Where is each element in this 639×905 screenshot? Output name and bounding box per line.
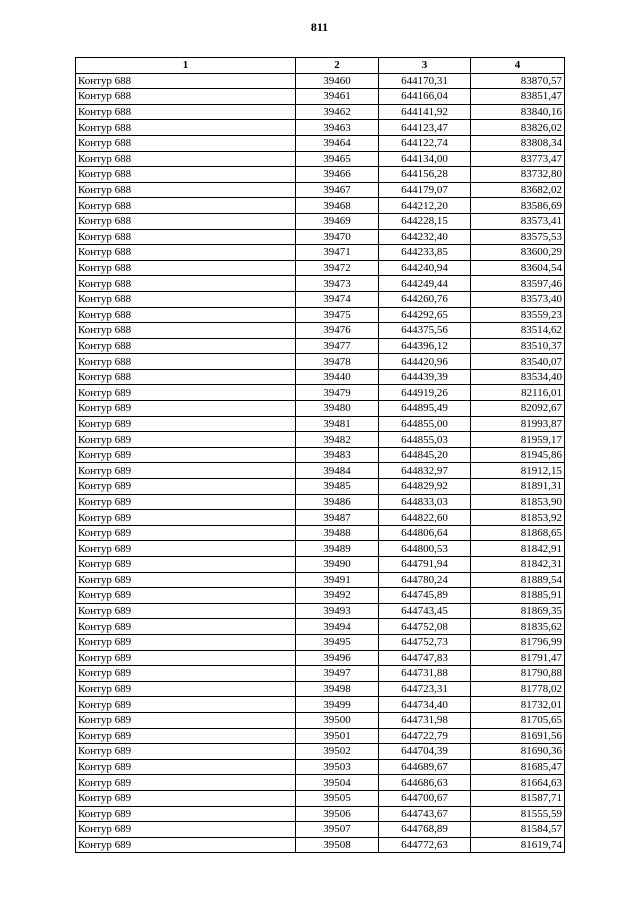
x-coordinate-cell: 644745,89 bbox=[379, 588, 471, 604]
contour-name-cell: Контур 688 bbox=[76, 182, 296, 198]
y-coordinate-cell: 83573,41 bbox=[471, 213, 565, 229]
point-number-cell: 39440 bbox=[296, 369, 379, 385]
table-row bbox=[76, 603, 565, 619]
contour-name-cell: Контур 688 bbox=[76, 89, 296, 105]
x-coordinate-cell: 644170,31 bbox=[379, 73, 471, 89]
table-row bbox=[76, 323, 565, 339]
x-coordinate-cell: 644723,31 bbox=[379, 681, 471, 697]
point-number-cell: 39503 bbox=[296, 759, 379, 775]
contour-name-cell: Контур 688 bbox=[76, 260, 296, 276]
y-coordinate-cell: 81685,47 bbox=[471, 759, 565, 775]
point-number-cell: 39496 bbox=[296, 650, 379, 666]
column-header: 1 bbox=[76, 58, 296, 74]
point-number-cell: 39500 bbox=[296, 712, 379, 728]
y-coordinate-cell: 83604,54 bbox=[471, 260, 565, 276]
point-number-cell: 39501 bbox=[296, 728, 379, 744]
table-row bbox=[76, 416, 565, 432]
contour-name-cell: Контур 689 bbox=[76, 525, 296, 541]
x-coordinate-cell: 644829,92 bbox=[379, 479, 471, 495]
point-number-cell: 39479 bbox=[296, 385, 379, 401]
contour-name-cell: Контур 689 bbox=[76, 728, 296, 744]
y-coordinate-cell: 81891,31 bbox=[471, 479, 565, 495]
table-row bbox=[76, 822, 565, 838]
point-number-cell: 39502 bbox=[296, 744, 379, 760]
contour-name-cell: Контур 689 bbox=[76, 837, 296, 853]
point-number-cell: 39491 bbox=[296, 572, 379, 588]
point-number-cell: 39460 bbox=[296, 73, 379, 89]
x-coordinate-cell: 644260,76 bbox=[379, 291, 471, 307]
y-coordinate-cell: 83870,57 bbox=[471, 73, 565, 89]
x-coordinate-cell: 644845,20 bbox=[379, 447, 471, 463]
contour-name-cell: Контур 689 bbox=[76, 557, 296, 573]
contour-name-cell: Контур 688 bbox=[76, 120, 296, 136]
x-coordinate-cell: 644704,39 bbox=[379, 744, 471, 760]
x-coordinate-cell: 644895,49 bbox=[379, 401, 471, 417]
point-number-cell: 39469 bbox=[296, 213, 379, 229]
point-number-cell: 39464 bbox=[296, 135, 379, 151]
y-coordinate-cell: 81885,91 bbox=[471, 588, 565, 604]
table-row bbox=[76, 213, 565, 229]
contour-name-cell: Контур 689 bbox=[76, 541, 296, 557]
x-coordinate-cell: 644292,65 bbox=[379, 307, 471, 323]
contour-name-cell: Контур 688 bbox=[76, 323, 296, 339]
table-body bbox=[76, 73, 565, 853]
x-coordinate-cell: 644122,74 bbox=[379, 135, 471, 151]
point-number-cell: 39474 bbox=[296, 291, 379, 307]
y-coordinate-cell: 81912,15 bbox=[471, 463, 565, 479]
x-coordinate-cell: 644439,39 bbox=[379, 369, 471, 385]
table-row bbox=[76, 712, 565, 728]
point-number-cell: 39470 bbox=[296, 229, 379, 245]
table-row bbox=[76, 354, 565, 370]
contour-name-cell: Контур 689 bbox=[76, 479, 296, 495]
contour-name-cell: Контур 689 bbox=[76, 432, 296, 448]
table-row bbox=[76, 260, 565, 276]
contour-name-cell: Контур 689 bbox=[76, 806, 296, 822]
contour-name-cell: Контур 688 bbox=[76, 354, 296, 370]
page-number: 811 bbox=[310, 20, 329, 34]
y-coordinate-cell: 82092,67 bbox=[471, 401, 565, 417]
contour-name-cell: Контур 689 bbox=[76, 822, 296, 838]
point-number-cell: 39483 bbox=[296, 447, 379, 463]
table-row bbox=[76, 650, 565, 666]
x-coordinate-cell: 644743,67 bbox=[379, 806, 471, 822]
y-coordinate-cell: 81691,56 bbox=[471, 728, 565, 744]
y-coordinate-cell: 81796,99 bbox=[471, 634, 565, 650]
x-coordinate-cell: 644420,96 bbox=[379, 354, 471, 370]
table-row bbox=[76, 541, 565, 557]
contour-name-cell: Контур 689 bbox=[76, 666, 296, 682]
x-coordinate-cell: 644700,67 bbox=[379, 790, 471, 806]
column-header: 3 bbox=[379, 58, 471, 74]
point-number-cell: 39498 bbox=[296, 681, 379, 697]
contour-name-cell: Контур 688 bbox=[76, 213, 296, 229]
x-coordinate-cell: 644134,00 bbox=[379, 151, 471, 167]
point-number-cell: 39482 bbox=[296, 432, 379, 448]
y-coordinate-cell: 83732,80 bbox=[471, 167, 565, 183]
contour-name-cell: Контур 689 bbox=[76, 775, 296, 791]
x-coordinate-cell: 644689,67 bbox=[379, 759, 471, 775]
x-coordinate-cell: 644731,98 bbox=[379, 712, 471, 728]
y-coordinate-cell: 81790,88 bbox=[471, 666, 565, 682]
contour-name-cell: Контур 689 bbox=[76, 494, 296, 510]
point-number-cell: 39506 bbox=[296, 806, 379, 822]
x-coordinate-cell: 644833,03 bbox=[379, 494, 471, 510]
point-number-cell: 39468 bbox=[296, 198, 379, 214]
y-coordinate-cell: 83826,02 bbox=[471, 120, 565, 136]
y-coordinate-cell: 81889,54 bbox=[471, 572, 565, 588]
x-coordinate-cell: 644855,03 bbox=[379, 432, 471, 448]
y-coordinate-cell: 83773,47 bbox=[471, 151, 565, 167]
y-coordinate-cell: 81664,63 bbox=[471, 775, 565, 791]
table-row bbox=[76, 510, 565, 526]
table-row bbox=[76, 697, 565, 713]
contour-name-cell: Контур 689 bbox=[76, 447, 296, 463]
x-coordinate-cell: 644832,97 bbox=[379, 463, 471, 479]
y-coordinate-cell: 83575,53 bbox=[471, 229, 565, 245]
contour-name-cell: Контур 688 bbox=[76, 245, 296, 261]
x-coordinate-cell: 644123,47 bbox=[379, 120, 471, 136]
contour-name-cell: Контур 688 bbox=[76, 229, 296, 245]
x-coordinate-cell: 644768,89 bbox=[379, 822, 471, 838]
point-number-cell: 39466 bbox=[296, 167, 379, 183]
table-row bbox=[76, 790, 565, 806]
y-coordinate-cell: 83540,07 bbox=[471, 354, 565, 370]
contour-name-cell: Контур 688 bbox=[76, 135, 296, 151]
y-coordinate-cell: 81690,36 bbox=[471, 744, 565, 760]
contour-name-cell: Контур 689 bbox=[76, 416, 296, 432]
contour-name-cell: Контур 689 bbox=[76, 401, 296, 417]
contour-name-cell: Контур 688 bbox=[76, 369, 296, 385]
table-row bbox=[76, 728, 565, 744]
y-coordinate-cell: 81853,90 bbox=[471, 494, 565, 510]
contour-name-cell: Контур 688 bbox=[76, 291, 296, 307]
contour-name-cell: Контур 688 bbox=[76, 307, 296, 323]
point-number-cell: 39461 bbox=[296, 89, 379, 105]
point-number-cell: 39484 bbox=[296, 463, 379, 479]
x-coordinate-cell: 644822,60 bbox=[379, 510, 471, 526]
y-coordinate-cell: 81705,65 bbox=[471, 712, 565, 728]
point-number-cell: 39497 bbox=[296, 666, 379, 682]
point-number-cell: 39476 bbox=[296, 323, 379, 339]
point-number-cell: 39463 bbox=[296, 120, 379, 136]
contour-name-cell: Контур 689 bbox=[76, 650, 296, 666]
x-coordinate-cell: 644141,92 bbox=[379, 104, 471, 120]
column-header: 4 bbox=[471, 58, 565, 74]
y-coordinate-cell: 81959,17 bbox=[471, 432, 565, 448]
y-coordinate-cell: 81842,91 bbox=[471, 541, 565, 557]
x-coordinate-cell: 644240,94 bbox=[379, 260, 471, 276]
point-number-cell: 39478 bbox=[296, 354, 379, 370]
point-number-cell: 39490 bbox=[296, 557, 379, 573]
contour-name-cell: Контур 689 bbox=[76, 634, 296, 650]
table-row bbox=[76, 182, 565, 198]
y-coordinate-cell: 81993,87 bbox=[471, 416, 565, 432]
table-row bbox=[76, 167, 565, 183]
y-coordinate-cell: 81732,01 bbox=[471, 697, 565, 713]
point-number-cell: 39471 bbox=[296, 245, 379, 261]
x-coordinate-cell: 644800,53 bbox=[379, 541, 471, 557]
table-row bbox=[76, 291, 565, 307]
contour-name-cell: Контур 689 bbox=[76, 463, 296, 479]
coordinates-table bbox=[75, 57, 565, 853]
table-row bbox=[76, 463, 565, 479]
x-coordinate-cell: 644731,88 bbox=[379, 666, 471, 682]
table-row bbox=[76, 120, 565, 136]
x-coordinate-cell: 644743,45 bbox=[379, 603, 471, 619]
point-number-cell: 39504 bbox=[296, 775, 379, 791]
x-coordinate-cell: 644179,07 bbox=[379, 182, 471, 198]
y-coordinate-cell: 81835,62 bbox=[471, 619, 565, 635]
y-coordinate-cell: 81584,57 bbox=[471, 822, 565, 838]
y-coordinate-cell: 81868,65 bbox=[471, 525, 565, 541]
contour-name-cell: Контур 688 bbox=[76, 104, 296, 120]
y-coordinate-cell: 81853,92 bbox=[471, 510, 565, 526]
x-coordinate-cell: 644396,12 bbox=[379, 338, 471, 354]
y-coordinate-cell: 81945,86 bbox=[471, 447, 565, 463]
table-row bbox=[76, 759, 565, 775]
x-coordinate-cell: 644752,73 bbox=[379, 634, 471, 650]
point-number-cell: 39481 bbox=[296, 416, 379, 432]
contour-name-cell: Контур 688 bbox=[76, 276, 296, 292]
table-row bbox=[76, 338, 565, 354]
x-coordinate-cell: 644806,64 bbox=[379, 525, 471, 541]
point-number-cell: 39493 bbox=[296, 603, 379, 619]
table-row bbox=[76, 401, 565, 417]
contour-name-cell: Контур 689 bbox=[76, 697, 296, 713]
column-header: 2 bbox=[296, 58, 379, 74]
table-row bbox=[76, 307, 565, 323]
table-row bbox=[76, 634, 565, 650]
point-number-cell: 39486 bbox=[296, 494, 379, 510]
x-coordinate-cell: 644919,26 bbox=[379, 385, 471, 401]
x-coordinate-cell: 644686,63 bbox=[379, 775, 471, 791]
y-coordinate-cell: 81778,02 bbox=[471, 681, 565, 697]
x-coordinate-cell: 644780,24 bbox=[379, 572, 471, 588]
contour-name-cell: Контур 689 bbox=[76, 712, 296, 728]
point-number-cell: 39472 bbox=[296, 260, 379, 276]
point-number-cell: 39499 bbox=[296, 697, 379, 713]
point-number-cell: 39508 bbox=[296, 837, 379, 853]
x-coordinate-cell: 644212,20 bbox=[379, 198, 471, 214]
contour-name-cell: Контур 689 bbox=[76, 759, 296, 775]
x-coordinate-cell: 644228,15 bbox=[379, 213, 471, 229]
table-row bbox=[76, 494, 565, 510]
x-coordinate-cell: 644747,83 bbox=[379, 650, 471, 666]
table-row bbox=[76, 229, 565, 245]
table-row bbox=[76, 806, 565, 822]
point-number-cell: 39480 bbox=[296, 401, 379, 417]
table-row bbox=[76, 276, 565, 292]
y-coordinate-cell: 83808,34 bbox=[471, 135, 565, 151]
x-coordinate-cell: 644722,79 bbox=[379, 728, 471, 744]
y-coordinate-cell: 83682,02 bbox=[471, 182, 565, 198]
table-row bbox=[76, 744, 565, 760]
x-coordinate-cell: 644156,28 bbox=[379, 167, 471, 183]
y-coordinate-cell: 83514,62 bbox=[471, 323, 565, 339]
y-coordinate-cell: 81555,59 bbox=[471, 806, 565, 822]
point-number-cell: 39473 bbox=[296, 276, 379, 292]
table-header-row bbox=[76, 58, 565, 74]
point-number-cell: 39485 bbox=[296, 479, 379, 495]
y-coordinate-cell: 81869,35 bbox=[471, 603, 565, 619]
y-coordinate-cell: 82116,01 bbox=[471, 385, 565, 401]
x-coordinate-cell: 644375,56 bbox=[379, 323, 471, 339]
y-coordinate-cell: 83559,23 bbox=[471, 307, 565, 323]
point-number-cell: 39492 bbox=[296, 588, 379, 604]
x-coordinate-cell: 644166,04 bbox=[379, 89, 471, 105]
contour-name-cell: Контур 688 bbox=[76, 167, 296, 183]
contour-name-cell: Контур 689 bbox=[76, 619, 296, 635]
y-coordinate-cell: 83840,16 bbox=[471, 104, 565, 120]
y-coordinate-cell: 81791,47 bbox=[471, 650, 565, 666]
table-row bbox=[76, 198, 565, 214]
contour-name-cell: Контур 688 bbox=[76, 198, 296, 214]
contour-name-cell: Контур 688 bbox=[76, 338, 296, 354]
contour-name-cell: Контур 689 bbox=[76, 681, 296, 697]
table-row bbox=[76, 588, 565, 604]
y-coordinate-cell: 81587,71 bbox=[471, 790, 565, 806]
contour-name-cell: Контур 689 bbox=[76, 510, 296, 526]
x-coordinate-cell: 644855,00 bbox=[379, 416, 471, 432]
point-number-cell: 39495 bbox=[296, 634, 379, 650]
table-row bbox=[76, 104, 565, 120]
contour-name-cell: Контур 688 bbox=[76, 73, 296, 89]
table-row bbox=[76, 135, 565, 151]
table-row bbox=[76, 666, 565, 682]
point-number-cell: 39507 bbox=[296, 822, 379, 838]
table-row bbox=[76, 479, 565, 495]
table-row bbox=[76, 572, 565, 588]
point-number-cell: 39489 bbox=[296, 541, 379, 557]
contour-name-cell: Контур 689 bbox=[76, 572, 296, 588]
y-coordinate-cell: 83597,46 bbox=[471, 276, 565, 292]
table-row bbox=[76, 525, 565, 541]
x-coordinate-cell: 644772,63 bbox=[379, 837, 471, 853]
contour-name-cell: Контур 689 bbox=[76, 385, 296, 401]
y-coordinate-cell: 83573,40 bbox=[471, 291, 565, 307]
point-number-cell: 39477 bbox=[296, 338, 379, 354]
x-coordinate-cell: 644752,08 bbox=[379, 619, 471, 635]
point-number-cell: 39467 bbox=[296, 182, 379, 198]
y-coordinate-cell: 83600,29 bbox=[471, 245, 565, 261]
x-coordinate-cell: 644233,85 bbox=[379, 245, 471, 261]
table-row bbox=[76, 151, 565, 167]
y-coordinate-cell: 83510,37 bbox=[471, 338, 565, 354]
point-number-cell: 39494 bbox=[296, 619, 379, 635]
table-row bbox=[76, 681, 565, 697]
x-coordinate-cell: 644791,94 bbox=[379, 557, 471, 573]
contour-name-cell: Контур 689 bbox=[76, 588, 296, 604]
point-number-cell: 39475 bbox=[296, 307, 379, 323]
contour-name-cell: Контур 689 bbox=[76, 744, 296, 760]
table-row bbox=[76, 73, 565, 89]
point-number-cell: 39462 bbox=[296, 104, 379, 120]
table-row bbox=[76, 619, 565, 635]
table-row bbox=[76, 89, 565, 105]
table-row bbox=[76, 432, 565, 448]
contour-name-cell: Контур 688 bbox=[76, 151, 296, 167]
point-number-cell: 39488 bbox=[296, 525, 379, 541]
y-coordinate-cell: 81842,31 bbox=[471, 557, 565, 573]
x-coordinate-cell: 644249,44 bbox=[379, 276, 471, 292]
x-coordinate-cell: 644734,40 bbox=[379, 697, 471, 713]
point-number-cell: 39505 bbox=[296, 790, 379, 806]
contour-name-cell: Контур 689 bbox=[76, 790, 296, 806]
y-coordinate-cell: 83586,69 bbox=[471, 198, 565, 214]
table-row bbox=[76, 557, 565, 573]
y-coordinate-cell: 83534,40 bbox=[471, 369, 565, 385]
point-number-cell: 39465 bbox=[296, 151, 379, 167]
contour-name-cell: Контур 689 bbox=[76, 603, 296, 619]
table-row bbox=[76, 245, 565, 261]
table-row bbox=[76, 775, 565, 791]
table-row bbox=[76, 369, 565, 385]
point-number-cell: 39487 bbox=[296, 510, 379, 526]
table-row bbox=[76, 837, 565, 853]
table-row bbox=[76, 385, 565, 401]
y-coordinate-cell: 83851,47 bbox=[471, 89, 565, 105]
y-coordinate-cell: 81619,74 bbox=[471, 837, 565, 853]
table-row bbox=[76, 447, 565, 463]
x-coordinate-cell: 644232,40 bbox=[379, 229, 471, 245]
